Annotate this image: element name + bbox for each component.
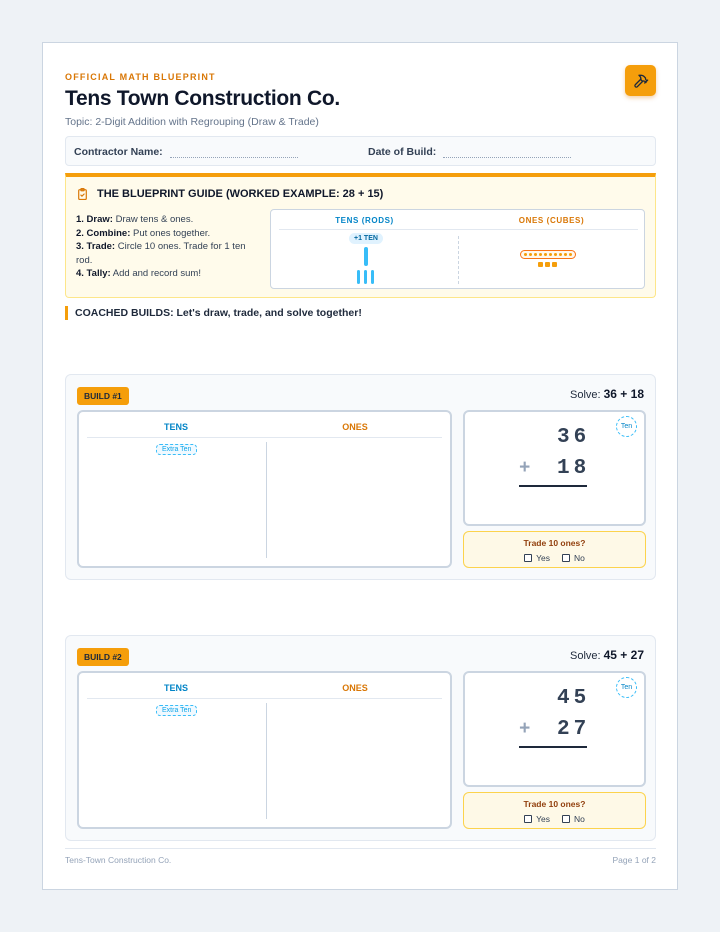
- yes-checkbox[interactable]: [524, 554, 532, 562]
- trade-options: [464, 553, 645, 563]
- trade-options: [464, 814, 645, 824]
- eyebrow-label: OFFICIAL MATH BLUEPRINT: [65, 72, 216, 82]
- mat-header-rule: [87, 698, 442, 699]
- trade-question: Trade 10 ones?: [523, 538, 586, 548]
- circled-ten-ones: [520, 250, 576, 259]
- sum-line: [519, 746, 587, 748]
- tens-header: TENS: [163, 422, 188, 432]
- date-of-build-label: Date of Build:: [368, 146, 437, 158]
- addend-top: 36: [557, 426, 591, 449]
- one-cube: [529, 253, 532, 256]
- one-cube: [564, 253, 567, 256]
- addend-bottom: 18: [557, 457, 591, 480]
- problem-box: [463, 671, 646, 787]
- example-header-rule: [279, 229, 638, 230]
- guide-step: 4. Tally: Add and record sum!: [76, 268, 201, 279]
- footer-company: Tens-Town Construction Co.: [65, 855, 172, 865]
- example-place-value-mat: [270, 209, 645, 289]
- clipboard-check-icon: [76, 187, 89, 201]
- mat-column-divider: [266, 703, 267, 819]
- date-of-build-field[interactable]: [368, 146, 571, 158]
- solve-expression: 36 + 18: [603, 387, 644, 401]
- one-cube: [559, 253, 562, 256]
- ones-header: ONES: [342, 422, 368, 432]
- contractor-name-label: Contractor Name:: [74, 146, 163, 158]
- trade-question-box: [463, 792, 646, 829]
- solve-label: Solve: 45 + 27: [569, 648, 644, 662]
- date-of-build-line[interactable]: [443, 149, 571, 158]
- footer-page-number: Page 1 of 2: [612, 855, 656, 865]
- problem-box: [463, 410, 646, 526]
- trade-question-box: [463, 531, 646, 568]
- place-value-mat[interactable]: [77, 671, 452, 829]
- guide-heading: [76, 187, 383, 201]
- one-cube: [569, 253, 572, 256]
- solve-label: Solve: 36 + 18: [569, 387, 644, 401]
- one-cube: [545, 262, 550, 267]
- addend-bottom: 27: [557, 718, 591, 741]
- one-cube: [534, 253, 537, 256]
- guide-heading-text: THE BLUEPRINT GUIDE (WORKED EXAMPLE: 28 + 15): [97, 188, 384, 200]
- plus-sign: +: [519, 718, 531, 740]
- page-subtitle: Topic: 2-Digit Addition with Regrouping (Draw & Trade): [65, 116, 319, 128]
- build-tag: BUILD #1: [77, 387, 129, 405]
- carry-ten-circle[interactable]: Ten: [616, 677, 637, 698]
- tens-header: TENS: [163, 683, 188, 693]
- one-cube: [524, 253, 527, 256]
- info-bar: [65, 136, 656, 166]
- sum-line: [519, 485, 587, 487]
- guide-step: 2. Combine: Put ones together.: [76, 227, 211, 239]
- no-checkbox[interactable]: [562, 815, 570, 823]
- page-footer: [65, 848, 656, 865]
- guide-steps: [76, 213, 256, 281]
- coached-builds-heading: COACHED BUILDS: Let's draw, trade, and solve together!: [65, 306, 362, 320]
- example-column-divider: [458, 236, 459, 284]
- trade-question: Trade 10 ones?: [523, 799, 586, 809]
- carry-ten-circle[interactable]: Ten: [616, 416, 637, 437]
- page-title: Tens Town Construction Co.: [65, 87, 340, 110]
- extra-ten-slot[interactable]: Extra Ten: [156, 444, 197, 455]
- build-card-2: [65, 635, 656, 841]
- place-value-mat[interactable]: [77, 410, 452, 568]
- plus-ten-badge: +1 TEN: [349, 233, 383, 244]
- ten-rod: [357, 270, 360, 284]
- one-cube: [554, 253, 557, 256]
- addend-top: 45: [557, 687, 591, 710]
- traded-ten-rod: [364, 247, 368, 266]
- trade-yes-option[interactable]: Yes: [524, 814, 550, 824]
- trade-no-option[interactable]: No: [562, 814, 585, 824]
- build-tag: BUILD #2: [77, 648, 129, 666]
- plus-sign: +: [519, 457, 531, 479]
- one-cube: [552, 262, 557, 267]
- blueprint-guide: [65, 173, 656, 298]
- trade-yes-option[interactable]: Yes: [524, 553, 550, 563]
- one-cube: [538, 262, 543, 267]
- mat-column-divider: [266, 442, 267, 558]
- hammer-icon: [625, 65, 656, 96]
- one-cube: [544, 253, 547, 256]
- one-cube: [539, 253, 542, 256]
- contractor-name-field[interactable]: [74, 146, 298, 158]
- yes-checkbox[interactable]: [524, 815, 532, 823]
- trade-no-option[interactable]: No: [562, 553, 585, 563]
- guide-step: 1. Draw: Draw tens & ones.: [76, 214, 194, 225]
- mat-header-rule: [87, 437, 442, 438]
- solve-expression: 45 + 27: [603, 648, 644, 662]
- one-cube: [549, 253, 552, 256]
- extra-ten-slot[interactable]: Extra Ten: [156, 705, 197, 716]
- build-card-1: [65, 374, 656, 580]
- worksheet-page: [42, 42, 678, 890]
- example-ones-header: ONES (CUBES): [518, 216, 585, 225]
- ones-header: ONES: [342, 683, 368, 693]
- contractor-name-line[interactable]: [170, 149, 298, 158]
- no-checkbox[interactable]: [562, 554, 570, 562]
- ten-rod: [371, 270, 374, 284]
- example-tens-header: TENS (RODS): [335, 216, 394, 225]
- ten-rod: [364, 270, 367, 284]
- guide-step: 3. Trade: Circle 10 ones. Trade for 1 ten rod.: [76, 241, 246, 266]
